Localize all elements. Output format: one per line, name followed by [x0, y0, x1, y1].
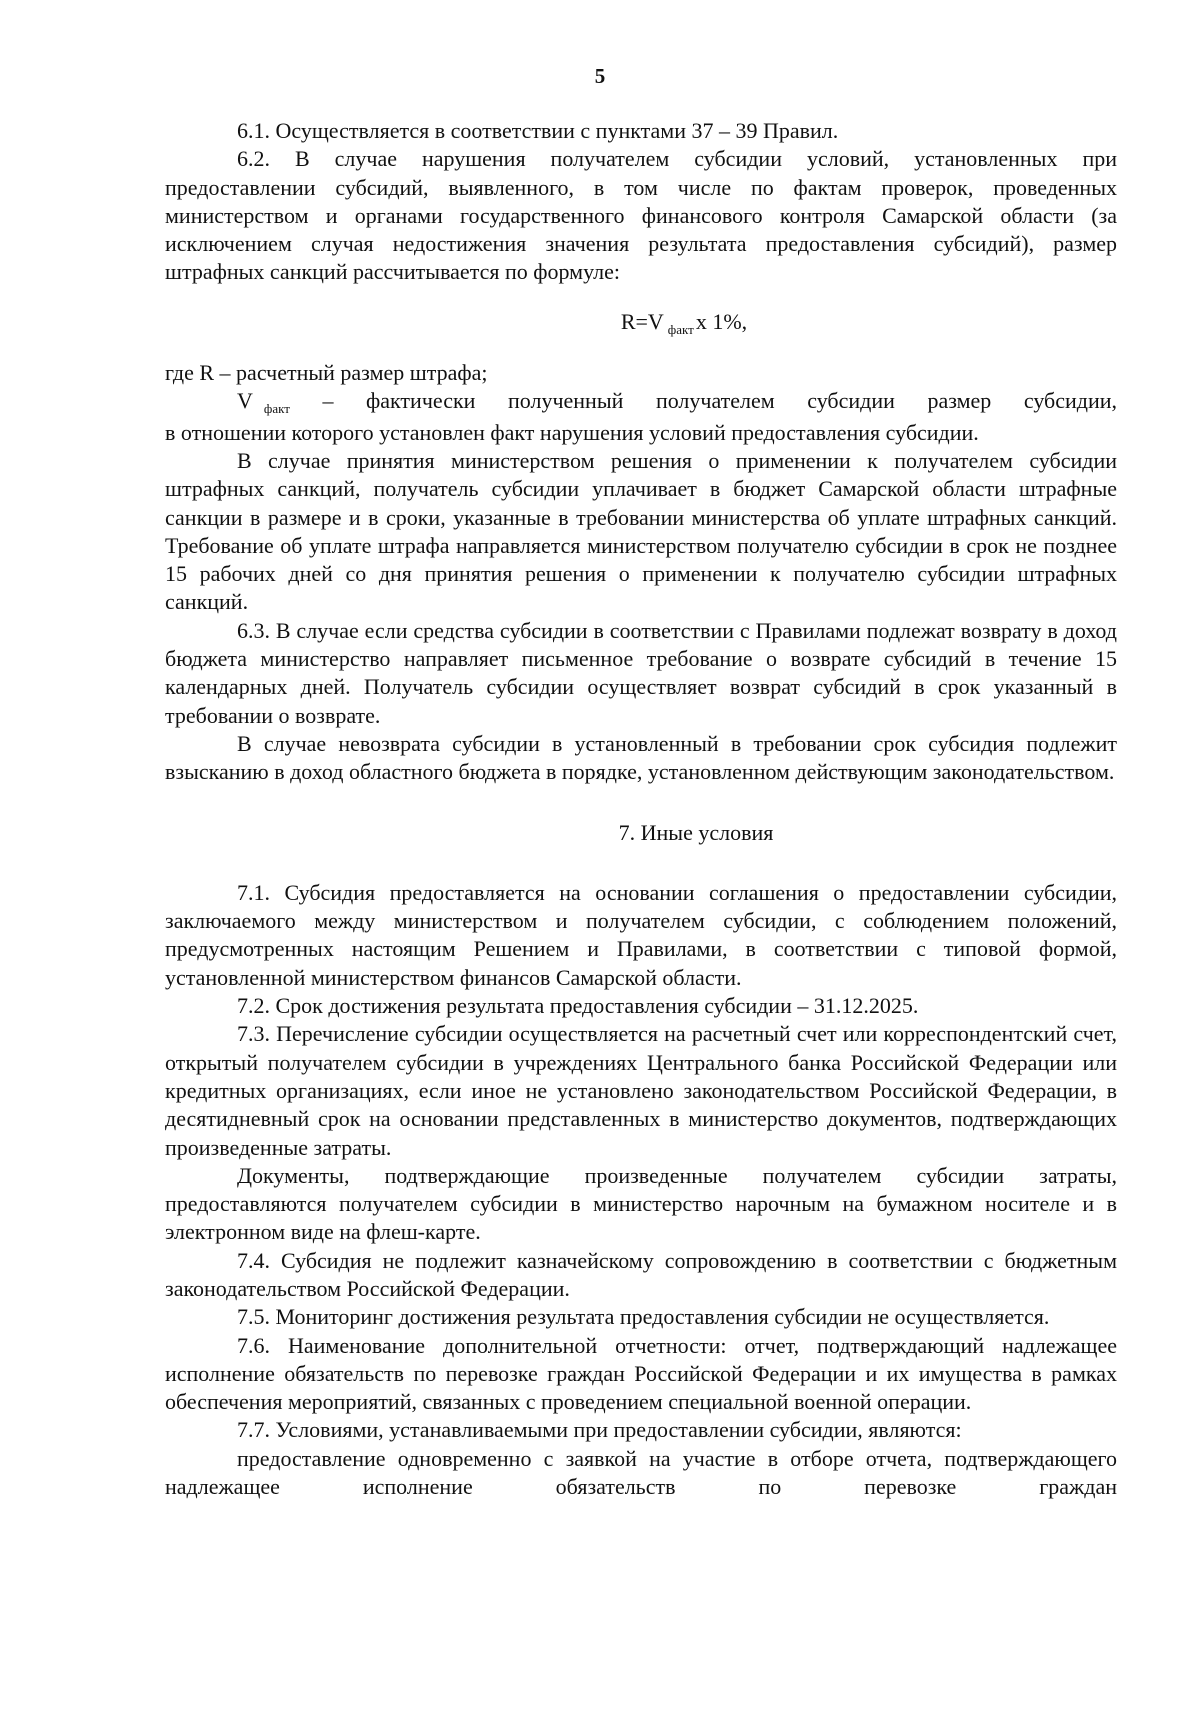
paragraph-7-3: 7.3. Перечисление субсидии осуществляется на расчетный счет или корреспондентский счет, открытый получателем субсидии в учреждениях Центрального банка Российской Федерации или кредитных организациях, если иное не установлено законодательством Российской Федерации, в десятидневный срок на основании представленных в министерство документов, подтверждающих произведенные затраты. — [165, 1021, 1117, 1160]
paragraph-6-3: 6.3. В случае если средства субсидии в соответствии с Правилами подлежат возврату в доход бюджета министерство направляет письменное требование о возврате субсидий в течение 15 календарных дней. Получатель субсидии осуществляет возврат субсидий в срок указанный в требовании о возврате. — [165, 617, 1117, 728]
v-word: полученный — [507, 388, 624, 414]
page-number: 5 — [594, 64, 606, 88]
formula-left: R=V — [620, 308, 664, 334]
v-word: субсидии, — [1023, 388, 1117, 414]
document-body — [165, 117, 1117, 1501]
paragraph-7-5: 7.5. Мониторинг достижения результата предоставления субсидии не осуществляется. — [237, 1304, 1050, 1330]
paragraph-penalty: В случае принятия министерством решения о применении к получателем субсидии штрафных санкций, получатель субсидии уплачивает в бюджет Самарской области штрафные санкции в размере и в сроки, указанные в требовании министерства об уплате штрафных санкций. Требование об уплате штрафа направляется министерством получателю субсидии в срок не позднее 15 рабочих дней со дня принятия решения о применении к получателю субсидии штрафных санкций. — [165, 447, 1117, 615]
paragraph-last: предоставление одновременно с заявкой на участие в отборе отчета, подтверждающего надлежащее исполнение обязательств по перевозке граждан — [165, 1445, 1117, 1500]
paragraph-documents: Документы, подтверждающие произведенные получателем субсидии затраты, предоставляются получателем субсидии в министерство нарочным на бумажном носителе и в электронном виде на флеш-карте. — [165, 1162, 1117, 1245]
v-fact-definition-continuation: в отношении которого установлен факт нарушения условий предоставления субсидии. — [165, 419, 979, 445]
v-subscript: факт — [263, 401, 290, 417]
v-fact-symbol — [237, 387, 290, 418]
paragraph-6-1: 6.1. Осуществляется в соответствии с пунктами 37 – 39 Правил. — [237, 118, 839, 143]
formula-subscript: факт — [667, 321, 694, 337]
paragraph-nonreturn: В случае невозврата субсидии в установленный в требовании срок субсидия подлежит взысканию в доход областного бюджета в порядке, установленном действующим законодательством. — [165, 730, 1117, 785]
paragraph-7-7: 7.7. Условиями, устанавливаемыми при предоставлении субсидии, являются: — [237, 1417, 962, 1443]
section-7-heading: 7. Иные условия — [618, 819, 774, 845]
where-r-definition: где R – расчетный размер штрафа; — [165, 360, 488, 386]
paragraph-7-4: 7.4. Субсидия не подлежит казначейскому сопровождению в соответствии с бюджетным законодательством Российской Федерации. — [165, 1247, 1117, 1301]
formula-right: x 1%, — [695, 308, 748, 334]
v-symbol: V — [237, 388, 253, 414]
paragraph-7-6: 7.6. Наименование дополнительной отчетности: отчет, подтверждающий надлежащее исполнение обязательств по перевозке граждан Российской Федерации и их имущества в рамках обеспечения мероприятий, связанных с проведением специальной военной операции. — [165, 1332, 1117, 1415]
v-fact-definition-line — [165, 387, 1117, 418]
penalty-formula — [251, 308, 1117, 339]
v-word: фактически — [366, 388, 476, 414]
paragraph-7-1: 7.1. Субсидия предоставляется на основании соглашения о предоставлении субсидии, заключаемого между министерством и получателем субсидии, с соблюдением положений, предусмотренных настоящим Решением и Правилами, в соответствии с типовой формой, установленной министерством финансов Самарской области. — [165, 879, 1117, 990]
v-word: – — [322, 388, 334, 414]
v-word: субсидии — [807, 388, 895, 414]
v-word: размер — [927, 388, 992, 414]
paragraph-6-2: 6.2. В случае нарушения получателем субсидии условий, установленных при предоставлении субсидий, выявленного, в том числе по фактам проверок, проведенных министерством и органами государственного финансового контроля Самарской области (за исключением случая недостижения значения результата предоставления субсидий), размер штрафных санкций рассчитывается по формуле: — [165, 146, 1117, 285]
paragraph-7-2: 7.2. Срок достижения результата предоставления субсидии – 31.12.2025. — [237, 993, 919, 1019]
v-word: получателем — [655, 388, 775, 414]
